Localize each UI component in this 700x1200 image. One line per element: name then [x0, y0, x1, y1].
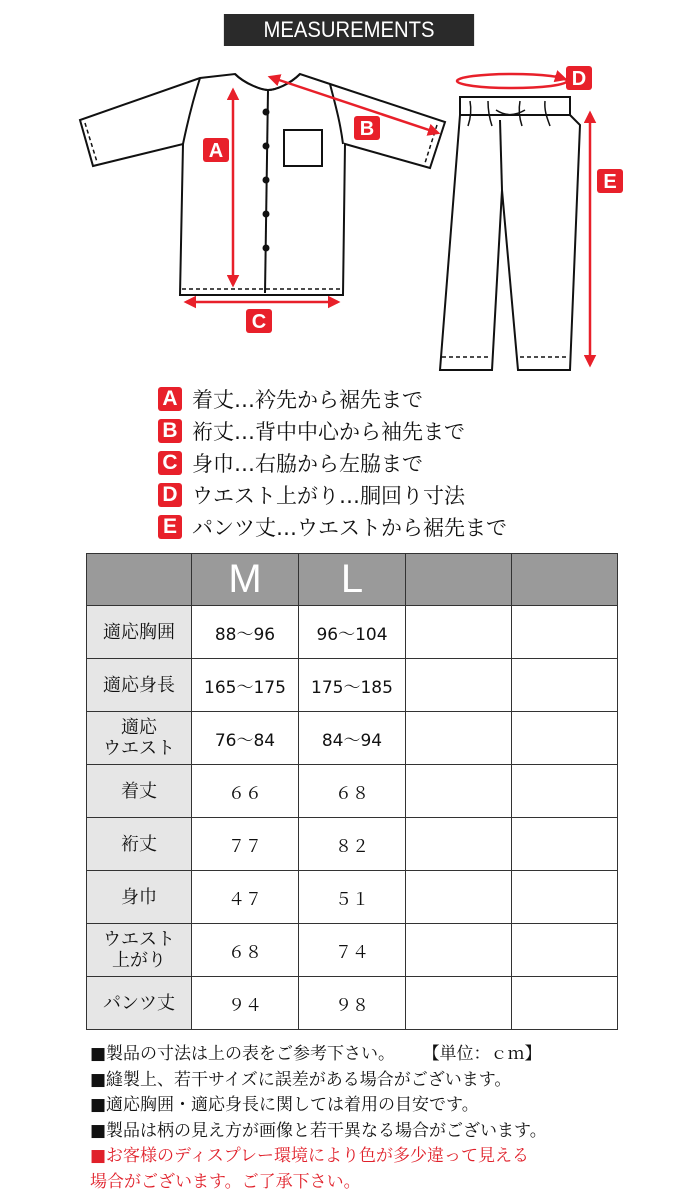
note-text: ■製品の寸法は上の表をご参考下さい。 — [90, 1044, 396, 1064]
legend-badge-b: B — [158, 419, 182, 443]
table-cell: 84～94 — [299, 712, 406, 765]
legend-item-a — [158, 383, 507, 415]
table-row — [87, 712, 618, 765]
diagram-badge-d — [566, 66, 592, 90]
svg-text:A: A — [208, 140, 224, 162]
table-row — [87, 924, 618, 977]
svg-text:C: C — [251, 311, 267, 333]
legend-text-d: ウエスト上がり…胴回り寸法 — [192, 484, 465, 508]
notes — [90, 1042, 547, 1195]
table-cell — [406, 765, 512, 818]
shirt-outline — [80, 74, 445, 295]
size-header-corner — [87, 554, 192, 606]
table-cell — [406, 871, 512, 924]
table-cell — [406, 659, 512, 712]
diagram-badge-c — [246, 309, 272, 333]
table-cell — [512, 924, 618, 977]
table-cell: ５１ — [299, 871, 406, 924]
size-header-m: M — [192, 554, 299, 606]
size-table — [86, 553, 618, 1030]
legend-item-e — [158, 511, 507, 543]
table-cell: 175～185 — [299, 659, 406, 712]
table-cell — [512, 712, 618, 765]
page-title: MEASUREMENTS — [224, 14, 474, 46]
legend-item-b — [158, 415, 507, 447]
row-label-text: 適応身長 — [103, 674, 175, 696]
note-item: ■製品は柄の見え方が画像と若干異なる場合がございます。 — [90, 1120, 547, 1141]
row-label-text: 適応 — [121, 717, 157, 738]
table-cell: ７７ — [192, 818, 299, 871]
table-row — [87, 871, 618, 924]
table-cell: ４７ — [192, 871, 299, 924]
unit-note: 【単位：ｃｍ】 — [431, 1044, 542, 1064]
table-cell: ７４ — [299, 924, 406, 977]
row-label — [87, 818, 192, 871]
row-label-text: ウエスト — [103, 738, 175, 759]
table-cell — [512, 977, 618, 1030]
table-row — [87, 818, 618, 871]
note-item — [90, 1042, 547, 1068]
svg-text:D: D — [571, 68, 587, 90]
row-label — [87, 606, 192, 659]
legend-badge-c: C — [158, 451, 182, 475]
table-row — [87, 977, 618, 1030]
table-cell: ６６ — [192, 765, 299, 818]
table-cell — [406, 977, 512, 1030]
row-label — [87, 871, 192, 924]
measurement-diagram — [0, 55, 700, 380]
table-cell: ８２ — [299, 818, 406, 871]
table-cell — [512, 606, 618, 659]
note-item-warning: 場合がございます。ご了承下さい。 — [90, 1171, 361, 1192]
row-label-text: パンツ丈 — [103, 992, 175, 1014]
legend-badge-e: E — [158, 515, 182, 539]
row-label-text: ウエスト — [103, 929, 175, 950]
table-cell — [512, 765, 618, 818]
row-label — [87, 924, 192, 977]
row-label-text: 上がり — [112, 950, 166, 971]
size-header-row — [87, 554, 618, 606]
legend-text-b: 裄丈…背中中心から袖先まで — [192, 420, 465, 444]
row-label — [87, 765, 192, 818]
legend-item-d — [158, 479, 507, 511]
table-cell: 76～84 — [192, 712, 299, 765]
row-label-text: 着丈 — [121, 780, 157, 802]
table-cell — [512, 818, 618, 871]
legend-text-a: 着丈…衿先から裾先まで — [192, 388, 423, 412]
table-cell: ６８ — [299, 765, 406, 818]
diagram-badge-b — [354, 116, 380, 140]
row-label-text: 裄丈 — [121, 833, 157, 855]
size-header-3 — [406, 554, 512, 606]
table-cell: ６８ — [192, 924, 299, 977]
row-label — [87, 712, 192, 765]
table-row — [87, 606, 618, 659]
table-cell: 96～104 — [299, 606, 406, 659]
row-label-text: 身巾 — [121, 886, 157, 908]
table-row — [87, 765, 618, 818]
diagram-badge-a — [203, 138, 229, 162]
row-label-text: 適応胸囲 — [103, 621, 175, 643]
legend-text-c: 身巾…右脇から左脇まで — [192, 452, 423, 476]
svg-text:B: B — [359, 118, 375, 140]
note-item: ■縫製上、若干サイズに誤差がある場合がございます。 — [90, 1069, 512, 1090]
table-cell: ９８ — [299, 977, 406, 1030]
legend-badge-d: D — [158, 483, 182, 507]
pants-outline — [440, 97, 580, 370]
table-cell — [406, 712, 512, 765]
table-cell: 165～175 — [192, 659, 299, 712]
legend-item-c — [158, 447, 507, 479]
svg-text:E: E — [603, 171, 617, 193]
table-cell — [512, 871, 618, 924]
measurement-legend — [158, 383, 507, 543]
diagram-badge-e — [597, 169, 623, 193]
legend-badge-a: A — [158, 387, 182, 411]
table-cell — [406, 818, 512, 871]
table-cell — [406, 606, 512, 659]
table-cell: 88～96 — [192, 606, 299, 659]
table-row — [87, 659, 618, 712]
table-cell: ９４ — [192, 977, 299, 1030]
legend-text-e: パンツ丈…ウエストから裾先まで — [192, 516, 507, 540]
note-item-warning: ■お客様のディスプレー環境により色が多少違って見える — [90, 1146, 530, 1166]
table-cell — [406, 924, 512, 977]
row-label — [87, 977, 192, 1030]
table-cell — [512, 659, 618, 712]
row-label — [87, 659, 192, 712]
size-header-4 — [512, 554, 618, 606]
shirt-stitches — [85, 123, 437, 289]
size-header-l: L — [299, 554, 406, 606]
note-item: ■適応胸囲・適応身長に関しては着用の目安です。 — [90, 1095, 479, 1115]
